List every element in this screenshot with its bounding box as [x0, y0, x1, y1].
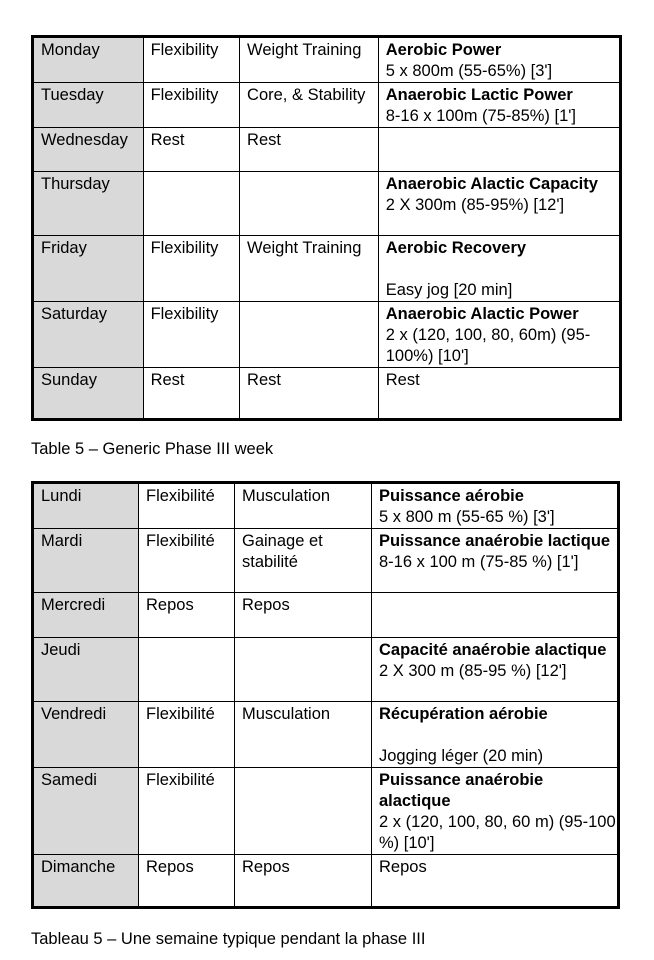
table-row [33, 83, 621, 128]
workout-detail: 2 X 300 m (85-95 %) [12'] [379, 662, 567, 680]
strength-cell: Gainage et stabilité [235, 529, 372, 593]
workout-title: Aerobic Recovery [385, 239, 527, 257]
day-cell: Mardi [33, 529, 139, 593]
flexibility-cell: Repos [139, 855, 235, 908]
day-cell: Saturday [33, 302, 144, 368]
strength-cell: Repos [235, 855, 372, 908]
flexibility-cell [139, 638, 235, 702]
workout-detail: 2 X 300m (85-95%) [12'] [385, 196, 565, 214]
workout-cell [372, 855, 619, 908]
day-cell: Wednesday [33, 128, 144, 172]
flexibility-cell: Flexibility [143, 37, 239, 83]
table-row [33, 368, 621, 420]
table-row [33, 483, 619, 529]
workout-cell [372, 702, 619, 768]
flexibility-cell: Flexibilité [139, 702, 235, 768]
workout-title: Capacité anaérobie alactique [379, 641, 607, 659]
workout-title: Récupération aérobie [379, 705, 548, 723]
day-cell: Thursday [33, 172, 144, 236]
workout-cell [372, 593, 619, 638]
table-row [33, 702, 619, 768]
table-row [33, 37, 621, 83]
strength-cell: Weight Training [240, 236, 379, 302]
table-row [33, 236, 621, 302]
day-cell: Mercredi [33, 593, 139, 638]
day-cell: Dimanche [33, 855, 139, 908]
workout-cell [372, 768, 619, 855]
workout-detail: Jogging léger (20 min) [379, 747, 544, 765]
workout-cell [378, 368, 620, 420]
strength-cell [240, 172, 379, 236]
table-row [33, 768, 619, 855]
workout-title: Puissance anaérobie alactique [379, 771, 544, 810]
strength-cell [235, 638, 372, 702]
table-caption-en: Table 5 – Generic Phase III week [31, 440, 274, 458]
table-caption-fr: Tableau 5 – Une semaine typique pendant la phase III [31, 930, 426, 948]
flexibility-cell [143, 172, 239, 236]
workout-detail: 8-16 x 100 m (75-85 %) [1'] [379, 553, 579, 571]
strength-cell [240, 302, 379, 368]
strength-cell [235, 768, 372, 855]
workout-title: Anaerobic Alactic Capacity [385, 175, 598, 193]
workout-detail: 5 x 800m (55-65%) [3'] [385, 62, 553, 80]
workout-detail: 8-16 x 100m (75-85%) [1'] [385, 107, 576, 125]
day-cell: Samedi [33, 768, 139, 855]
flexibility-cell: Flexibilité [139, 483, 235, 529]
flexibility-cell: Flexibilité [139, 768, 235, 855]
flexibility-cell: Flexibility [143, 236, 239, 302]
workout-detail: Easy jog [20 min] [385, 281, 513, 299]
workout-title: Puissance anaérobie lactique [379, 532, 611, 550]
flexibility-cell: Repos [139, 593, 235, 638]
day-cell: Jeudi [33, 638, 139, 702]
schedule-table-fr [31, 481, 620, 909]
flexibility-cell: Rest [143, 368, 239, 420]
day-cell: Vendredi [33, 702, 139, 768]
workout-cell [378, 172, 620, 236]
flexibility-cell: Flexibility [143, 302, 239, 368]
workout-title: Puissance aérobie [379, 487, 524, 505]
table-row [33, 855, 619, 908]
day-cell: Friday [33, 236, 144, 302]
workout-title: Anaerobic Alactic Power [385, 305, 579, 323]
workout-cell [378, 128, 620, 172]
flexibility-cell: Rest [143, 128, 239, 172]
strength-cell: Core, & Stability [240, 83, 379, 128]
table-row [33, 529, 619, 593]
day-cell: Sunday [33, 368, 144, 420]
strength-cell: Repos [235, 593, 372, 638]
workout-cell [372, 483, 619, 529]
day-cell: Tuesday [33, 83, 144, 128]
workout-cell [372, 529, 619, 593]
strength-cell: Rest [240, 368, 379, 420]
schedule-table-en [31, 35, 622, 421]
flexibility-cell: Flexibility [143, 83, 239, 128]
table-row [33, 638, 619, 702]
strength-cell: Rest [240, 128, 379, 172]
workout-cell [378, 302, 620, 368]
workout-cell [372, 638, 619, 702]
table-row [33, 128, 621, 172]
day-cell: Lundi [33, 483, 139, 529]
strength-cell: Musculation [235, 702, 372, 768]
workout-detail: 2 x (120, 100, 80, 60m) (95-100%) [10'] [385, 326, 591, 365]
workout-cell [378, 236, 620, 302]
strength-cell: Weight Training [240, 37, 379, 83]
workout-detail: Repos [379, 858, 427, 876]
workout-detail: 2 x (120, 100, 80, 60 m) (95-100 %) [10'] [379, 813, 616, 852]
flexibility-cell: Flexibilité [139, 529, 235, 593]
workout-title: Anaerobic Lactic Power [385, 86, 573, 104]
strength-cell: Musculation [235, 483, 372, 529]
table-row [33, 172, 621, 236]
day-cell: Monday [33, 37, 144, 83]
workout-cell [378, 37, 620, 83]
workout-title: Aerobic Power [385, 41, 502, 59]
workout-detail: Rest [385, 371, 420, 389]
workout-cell [378, 83, 620, 128]
table-row [33, 593, 619, 638]
table-row [33, 302, 621, 368]
workout-detail: 5 x 800 m (55-65 %) [3'] [379, 508, 555, 526]
